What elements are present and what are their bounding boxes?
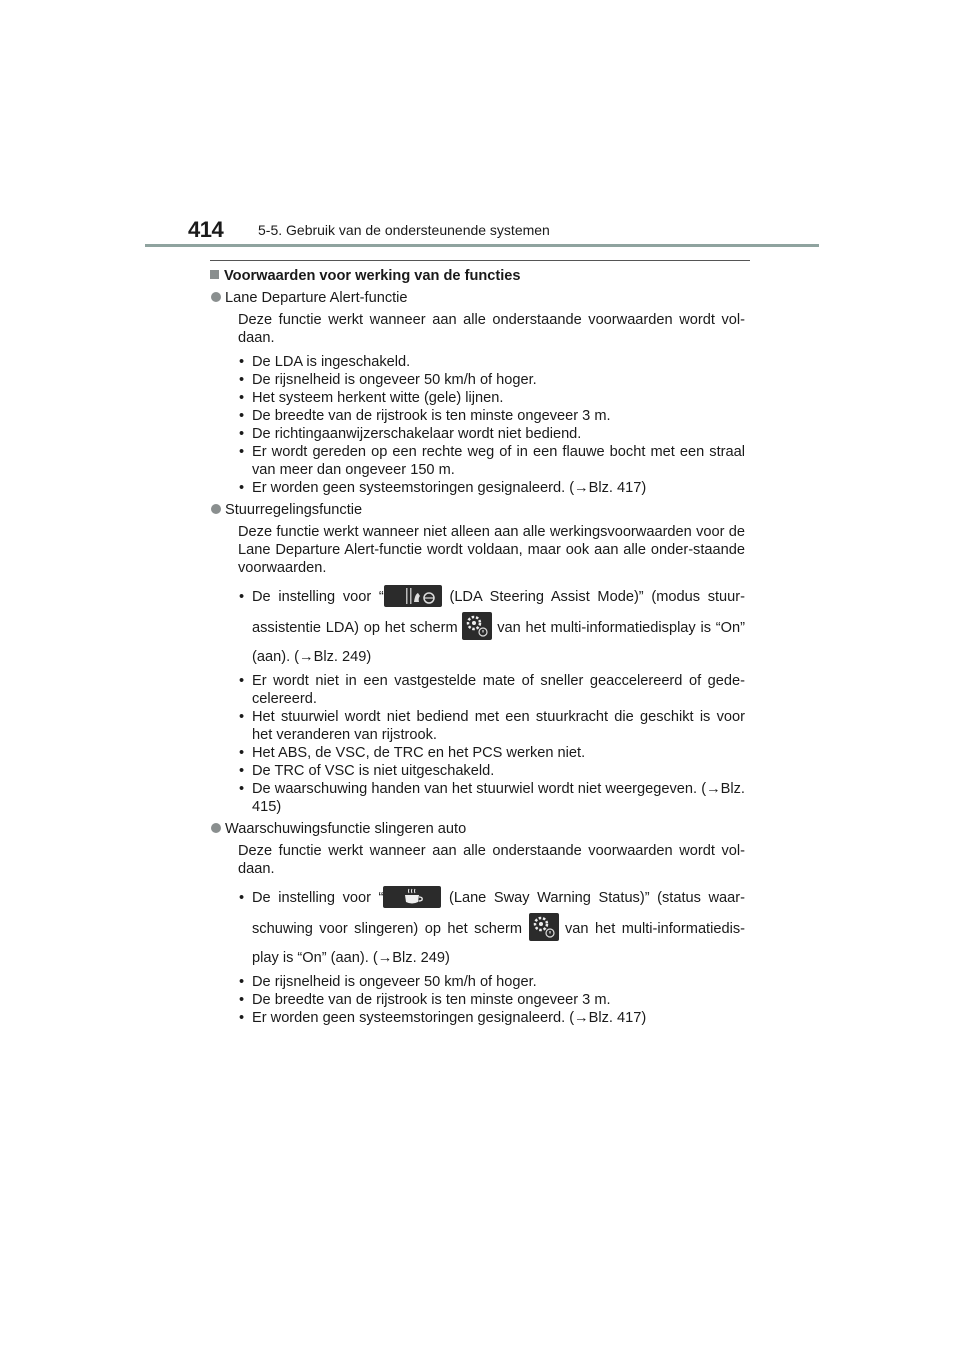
list-item-setting: • De instelling voor “ (Lane Sway Warning Status)” (status waar-schuwing voor slingeren) op het scherm van het multi-informatiedis-play is “On” (aan). (→Blz. 249)	[238, 884, 745, 973]
list-item: • De rijsnelheid is ongeveer 50 km/h of hoger.	[238, 371, 745, 389]
settings-gear-icon	[462, 612, 492, 640]
section-lda-list	[238, 353, 745, 497]
page-number: 414	[188, 217, 224, 242]
round-bullet-icon	[211, 292, 221, 302]
section-steering-list	[238, 583, 745, 816]
list-item: • De LDA is ingeschakeld.	[238, 353, 745, 371]
content-rule	[210, 260, 750, 261]
section-sway-title: Waarschuwingsfunctie slingeren auto	[210, 820, 745, 838]
section-steering-title: Stuurregelingsfunctie	[210, 501, 745, 519]
section-title: 5-5. Gebruik van de ondersteunende systemen	[258, 222, 550, 238]
list-item: • Er worden geen systeemstoringen gesignaleerd. (→Blz. 417)	[238, 479, 745, 497]
list-item: • Het systeem herkent witte (gele) lijnen.	[238, 389, 745, 407]
header-rule	[145, 244, 819, 247]
coffee-cup-icon	[383, 886, 441, 908]
list-item: • Er worden geen systeemstoringen gesignaleerd. (→Blz. 417)	[238, 1009, 745, 1027]
list-item: • De waarschuwing handen van het stuurwiel wordt niet weergegeven. (→Blz. 415)	[238, 780, 745, 816]
list-item-setting: • De instelling voor “ (LDA Steering Assist Mode)” (modus stuur-assistentie LDA) op het scherm van het multi-informatiedisplay is “On” (aan). (→Blz. 249)	[238, 583, 745, 672]
square-bullet-icon	[210, 270, 219, 279]
list-item: • De breedte van de rijstrook is ten minste ongeveer 3 m.	[238, 991, 745, 1009]
content	[210, 267, 745, 1031]
round-bullet-icon	[211, 823, 221, 833]
settings-gear-icon	[529, 913, 559, 941]
conditions-heading: Voorwaarden voor werking van de functies	[210, 267, 745, 285]
list-item: • Er wordt niet in een vastgestelde mate of sneller geaccelereerd of gede-celereerd.	[238, 672, 745, 708]
list-item: • De breedte van de rijstrook is ten minste ongeveer 3 m.	[238, 407, 745, 425]
section-lda-intro: Deze functie werkt wanneer aan alle onderstaande voorwaarden wordt vol-daan.	[238, 312, 745, 346]
list-item: • Het ABS, de VSC, de TRC en het PCS werken niet.	[238, 744, 745, 762]
list-item: • Er wordt gereden op een rechte weg of in een flauwe bocht met een straal van meer dan ongeveer 150 m.	[238, 443, 745, 479]
list-item: • De rijsnelheid is ongeveer 50 km/h of hoger.	[238, 973, 745, 991]
list-item: • De richtingaanwijzerschakelaar wordt niet bediend.	[238, 425, 745, 443]
steering-assist-icon	[384, 585, 442, 607]
section-steering-intro: Deze functie werkt wanneer niet alleen aan alle werkingsvoorwaarden voor de Lane Departure Alert-functie wordt voldaan, maar ook aan alle onder-staande voorwaarden.	[238, 524, 745, 576]
section-sway-intro: Deze functie werkt wanneer aan alle onderstaande voorwaarden wordt vol-daan.	[238, 843, 745, 877]
section-lda-title: Lane Departure Alert-functie	[210, 289, 745, 307]
section-sway-list	[238, 884, 745, 1027]
list-item: • De TRC of VSC is niet uitgeschakeld.	[238, 762, 745, 780]
list-item: • Het stuurwiel wordt niet bediend met een stuurkracht die geschikt is voor het veranderen van rijstrook.	[238, 708, 745, 744]
round-bullet-icon	[211, 504, 221, 514]
